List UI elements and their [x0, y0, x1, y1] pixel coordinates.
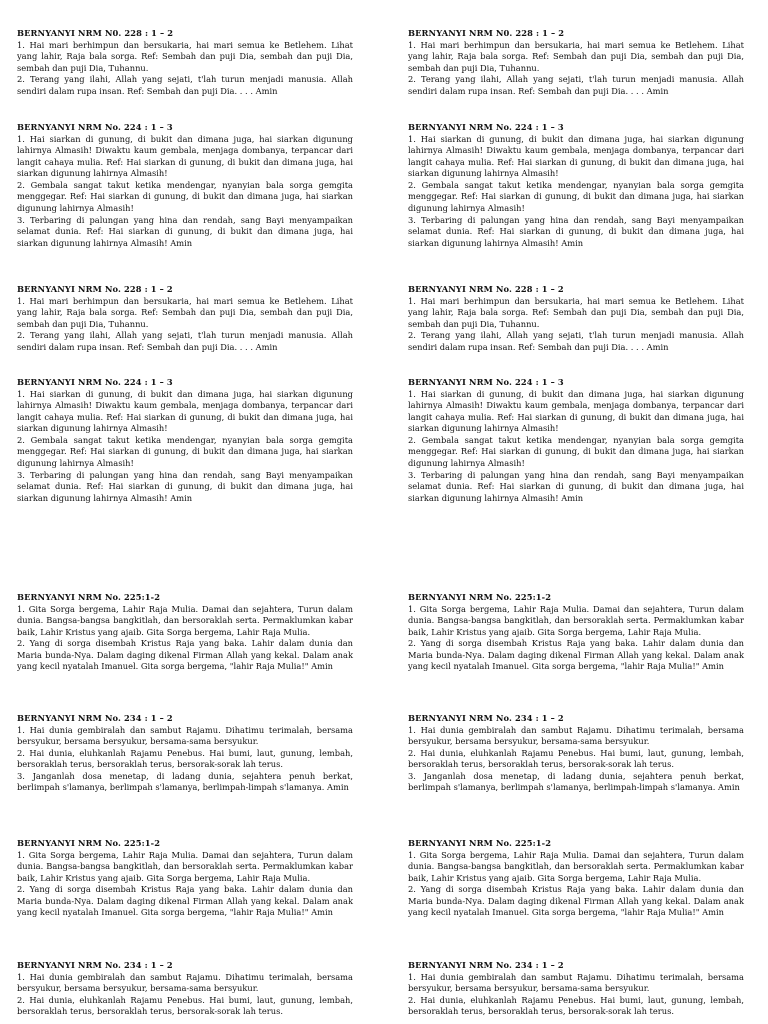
hymn-title: BERNYANYI NRM No. 234 : 1 – 2: [17, 960, 173, 970]
hymn-title: BERNYANYI NRM No. 234 : 1 – 2: [408, 713, 564, 723]
verse-1: 1. Hai siarkan di gunung, di bukit dan dimana juga, hai siarkan digunung lahirnya Almasih! Diwaktu kaum gembala, menjaga dombanya, terpancar dari langit cahaya mulia. Ref: Hai siarkan di gunung, di bukit dan dimana juga, hai siarkan digunung lahirnya Almasih!: [408, 388, 744, 434]
verse-2: 2. Yang di sorga disembah Kristus Raja yang baka. Lahir dalam dunia dan Maria bunda-Nya. Dalam daging dikenal Firman Allah yang kekal. Dalam anak yang kecil nyatalah Imanuel. Gita sorga bergema, "lahir Raja Mulia!" Amin: [408, 638, 744, 672]
hymn-234-block: [17, 960, 353, 1018]
hymn-225-block: [17, 592, 353, 673]
verse-1: 1. Gita Sorga bergema, Lahir Raja Mulia. Damai dan sejahtera, Turun dalam dunia. Bangsa-bangsa bangkitlah, dan bersoraklah serta. Permaklumkan kabar baik, Lahir Kristus yang ajaib. Gita Sorga bergema, Lahir Raja Mulia.: [17, 849, 353, 883]
verse-1: 1. Hai mari berhimpun dan bersukaria, hai mari semua ke Betlehem. Lihat yang lahir, Raja bala sorga. Ref: Sembah dan puji Dia, sembah dan puji Dia, sembah dan puji Dia, Tuhannu.: [17, 39, 353, 73]
verse-3: 3. Janganlah dosa menetap, di ladang dunia, sejahtera penuh berkat, berlimpah s'lamanya, berlimpah s'lamanya, berlimpah-limpah s'lamanya. Amin: [408, 770, 744, 793]
verse-3: 3. Terbaring di palungan yang hina dan rendah, sang Bayi menyampaikan selamat dunia. Ref: Hai siarkan di gunung, di bukit dan dimana juga, hai siarkan digunung lahirnya Almasih! Amin: [408, 469, 744, 503]
verse-3: 3. Terbaring di palungan yang hina dan rendah, sang Bayi menyampaikan selamat dunia. Ref: Hai siarkan di gunung, di bukit dan dimana juga, hai siarkan digunung lahirnya Almasih! Amin: [17, 469, 353, 503]
hymn-234-block: [408, 713, 744, 794]
verse-3: 3. Terbaring di palungan yang hina dan rendah, sang Bayi menyampaikan selamat dunia. Ref: Hai siarkan di gunung, di bukit dan dimana juga, hai siarkan digunung lahirnya Almasih! Amin: [17, 214, 353, 248]
verse-2: 2. Gembala sangat takut ketika mendengar, nyanyian bala sorga gemgita menggegar. Ref: Hai siarkan di gunung, di bukit dan dimana juga, hai siarkan digunung lahirnya Almasih!: [17, 179, 353, 214]
hymn-225-block: [17, 838, 353, 919]
hymn-title: BERNYANYI NRM N0. 228 : 1 – 2: [408, 28, 565, 38]
hymn-title: BERNYANYI NRM No. 234 : 1 – 2: [17, 713, 173, 723]
verse-2: 2. Yang di sorga disembah Kristus Raja yang baka. Lahir dalam dunia dan Maria bunda-Nya. Dalam daging dikenal Firman Allah yang kekal. Dalam anak yang kecil nyatalah Imanuel. Gita sorga bergema, "lahir Raja Mulia!" Amin: [17, 638, 353, 672]
hymn-228-block: [408, 284, 744, 353]
hymn-title: BERNYANYI NRM No. 228 : 1 – 2: [408, 284, 564, 294]
verse-1: 1. Gita Sorga bergema, Lahir Raja Mulia. Damai dan sejahtera, Turun dalam dunia. Bangsa-bangsa bangkitlah, dan bersoraklah serta. Permaklumkan kabar baik, Lahir Kristus yang ajaib. Gita Sorga bergema, Lahir Raja Mulia.: [408, 849, 744, 883]
verse-3: 3. Terbaring di palungan yang hina dan rendah, sang Bayi menyampaikan selamat dunia. Ref: Hai siarkan di gunung, di bukit dan dimana juga, hai siarkan digunung lahirnya Almasih! Amin: [408, 214, 744, 248]
hymn-title: BERNYANYI NRM No. 224 : 1 – 3: [408, 377, 564, 387]
verse-1: 1. Hai siarkan di gunung, di bukit dan dimana juga, hai siarkan digunung lahirnya Almasih! Diwaktu kaum gembala, menjaga dombanya, terpancar dari langit cahaya mulia. Ref: Hai siarkan di gunung, di bukit dan dimana juga, hai siarkan digunung lahirnya Almasih!: [17, 133, 353, 179]
verse-1: 1. Gita Sorga bergema, Lahir Raja Mulia. Damai dan sejahtera, Turun dalam dunia. Bangsa-bangsa bangkitlah, dan bersoraklah serta. Permaklumkan kabar baik, Lahir Kristus yang ajaib. Gita Sorga bergema, Lahir Raja Mulia.: [17, 603, 353, 637]
hymn-228-block: [17, 284, 353, 353]
hymn-title: BERNYANYI NRM No. 225:1-2: [17, 592, 161, 602]
verse-3: 3. Janganlah dosa menetap, di ladang dunia, sejahtera penuh berkat, berlimpah s'lamanya, berlimpah s'lamanya, berlimpah-limpah s'lamanya. Amin: [17, 770, 353, 793]
hymn-title: BERNYANYI NRM No. 234 : 1 – 2: [408, 960, 564, 970]
verse-2: 2. Gembala sangat takut ketika mendengar, nyanyian bala sorga gemgita menggegar. Ref: Hai siarkan di gunung, di bukit dan dimana juga, hai siarkan digunung lahirnya Almasih!: [408, 179, 744, 214]
verse-1: 1. Hai dunia gembiralah dan sambut Rajamu. Dihatimu terimalah, bersama bersyukur, bersama bersyukur, bersama-sama bersyukur.: [408, 971, 744, 994]
verse-1: 1. Hai mari berhimpun dan bersukaria, hai mari semua ke Betlehem. Lihat yang lahir, Raja bala sorga. Ref: Sembah dan puji Dia, sembah dan puji Dia, sembah dan puji Dia, Tuhannu.: [17, 295, 353, 329]
verse-1: 1. Hai siarkan di gunung, di bukit dan dimana juga, hai siarkan digunung lahirnya Almasih! Diwaktu kaum gembala, menjaga dombanya, terpancar dari langit cahaya mulia. Ref: Hai siarkan di gunung, di bukit dan dimana juga, hai siarkan digunung lahirnya Almasih!: [408, 133, 744, 179]
hymn-228-block: [408, 28, 744, 97]
hymn-title: BERNYANYI NRM N0. 228 : 1 – 2: [17, 28, 174, 38]
verse-2: 2. Terang yang ilahi, Allah yang sejati, t'lah turun menjadi manusia. Allah sendiri dalam rupa insan. Ref: Sembah dan puji Dia. . . . Amin: [17, 74, 353, 96]
verse-2: 2. Terang yang ilahi, Allah yang sejati, t'lah turun menjadi manusia. Allah sendiri dalam rupa insan. Ref: Sembah dan puji Dia. . . . Amin: [408, 74, 744, 96]
hymn-228-block: [17, 28, 353, 97]
verse-2: 2. Yang di sorga disembah Kristus Raja yang baka. Lahir dalam dunia dan Maria bunda-Nya. Dalam daging dikenal Firman Allah yang kekal. Dalam anak yang kecil nyatalah Imanuel. Gita sorga bergema, "lahir Raja Mulia!" Amin: [17, 884, 353, 918]
hymn-title: BERNYANYI NRM No. 225:1-2: [408, 838, 552, 848]
verse-2: 2. Hai dunia, eluhkanlah Rajamu Penebus. Hai bumi, laut, gunung, lembah, bersoraklah terus, bersoraklah terus, bersorak-sorak lah terus.: [17, 747, 353, 770]
verse-1: 1. Hai dunia gembiralah dan sambut Rajamu. Dihatimu terimalah, bersama bersyukur, bersama bersyukur, bersama-sama bersyukur.: [17, 971, 353, 994]
hymn-title: BERNYANYI NRM No. 225:1-2: [408, 592, 552, 602]
hymn-title: BERNYANYI NRM No. 224 : 1 – 3: [17, 122, 173, 132]
hymn-title: BERNYANYI NRM No. 228 : 1 – 2: [17, 284, 173, 294]
verse-1: 1. Hai mari berhimpun dan bersukaria, hai mari semua ke Betlehem. Lihat yang lahir, Raja bala sorga. Ref: Sembah dan puji Dia, sembah dan puji Dia, sembah dan puji Dia, Tuhannu.: [408, 295, 744, 329]
hymn-224-block: [408, 122, 744, 249]
verse-1: 1. Hai dunia gembiralah dan sambut Rajamu. Dihatimu terimalah, bersama bersyukur, bersama bersyukur, bersama-sama bersyukur.: [408, 724, 744, 747]
hymn-224-block: [17, 377, 353, 504]
hymn-234-block: [17, 713, 353, 794]
verse-2: 2. Hai dunia, eluhkanlah Rajamu Penebus. Hai bumi, laut, gunung, lembah, bersoraklah terus, bersoraklah terus, bersorak-sorak lah terus.: [408, 747, 744, 770]
verse-1: 1. Gita Sorga bergema, Lahir Raja Mulia. Damai dan sejahtera, Turun dalam dunia. Bangsa-bangsa bangkitlah, dan bersoraklah serta. Permaklumkan kabar baik, Lahir Kristus yang ajaib. Gita Sorga bergema, Lahir Raja Mulia.: [408, 603, 744, 637]
verse-2: 2. Gembala sangat takut ketika mendengar, nyanyian bala sorga gemgita menggegar. Ref: Hai siarkan di gunung, di bukit dan dimana juga, hai siarkan digunung lahirnya Almasih!: [408, 434, 744, 469]
hymn-title: BERNYANYI NRM No. 224 : 1 – 3: [17, 377, 173, 387]
hymn-224-block: [17, 122, 353, 249]
hymn-234-block: [408, 960, 744, 1018]
verse-1: 1. Hai dunia gembiralah dan sambut Rajamu. Dihatimu terimalah, bersama bersyukur, bersama bersyukur, bersama-sama bersyukur.: [17, 724, 353, 747]
hymn-225-block: [408, 838, 744, 919]
hymn-title: BERNYANYI NRM No. 224 : 1 – 3: [408, 122, 564, 132]
verse-2: 2. Terang yang ilahi, Allah yang sejati, t'lah turun menjadi manusia. Allah sendiri dalam rupa insan. Ref: Sembah dan puji Dia. . . . Amin: [17, 330, 353, 352]
verse-2: 2. Hai dunia, eluhkanlah Rajamu Penebus. Hai bumi, laut, gunung, lembah, bersoraklah terus, bersoraklah terus, bersorak-sorak lah terus.: [17, 994, 353, 1017]
hymn-225-block: [408, 592, 744, 673]
verse-1: 1. Hai mari berhimpun dan bersukaria, hai mari semua ke Betlehem. Lihat yang lahir, Raja bala sorga. Ref: Sembah dan puji Dia, sembah dan puji Dia, sembah dan puji Dia, Tuhannu.: [408, 39, 744, 73]
hymn-224-block: [408, 377, 744, 504]
verse-2: 2. Terang yang ilahi, Allah yang sejati, t'lah turun menjadi manusia. Allah sendiri dalam rupa insan. Ref: Sembah dan puji Dia. . . . Amin: [408, 330, 744, 352]
verse-2: 2. Yang di sorga disembah Kristus Raja yang baka. Lahir dalam dunia dan Maria bunda-Nya. Dalam daging dikenal Firman Allah yang kekal. Dalam anak yang kecil nyatalah Imanuel. Gita sorga bergema, "lahir Raja Mulia!" Amin: [408, 884, 744, 918]
hymn-title: BERNYANYI NRM No. 225:1-2: [17, 838, 161, 848]
verse-2: 2. Gembala sangat takut ketika mendengar, nyanyian bala sorga gemgita menggegar. Ref: Hai siarkan di gunung, di bukit dan dimana juga, hai siarkan digunung lahirnya Almasih!: [17, 434, 353, 469]
verse-1: 1. Hai siarkan di gunung, di bukit dan dimana juga, hai siarkan digunung lahirnya Almasih! Diwaktu kaum gembala, menjaga dombanya, terpancar dari langit cahaya mulia. Ref: Hai siarkan di gunung, di bukit dan dimana juga, hai siarkan digunung lahirnya Almasih!: [17, 388, 353, 434]
verse-2: 2. Hai dunia, eluhkanlah Rajamu Penebus. Hai bumi, laut, gunung, lembah, bersoraklah terus, bersoraklah terus, bersorak-sorak lah terus.: [408, 994, 744, 1017]
